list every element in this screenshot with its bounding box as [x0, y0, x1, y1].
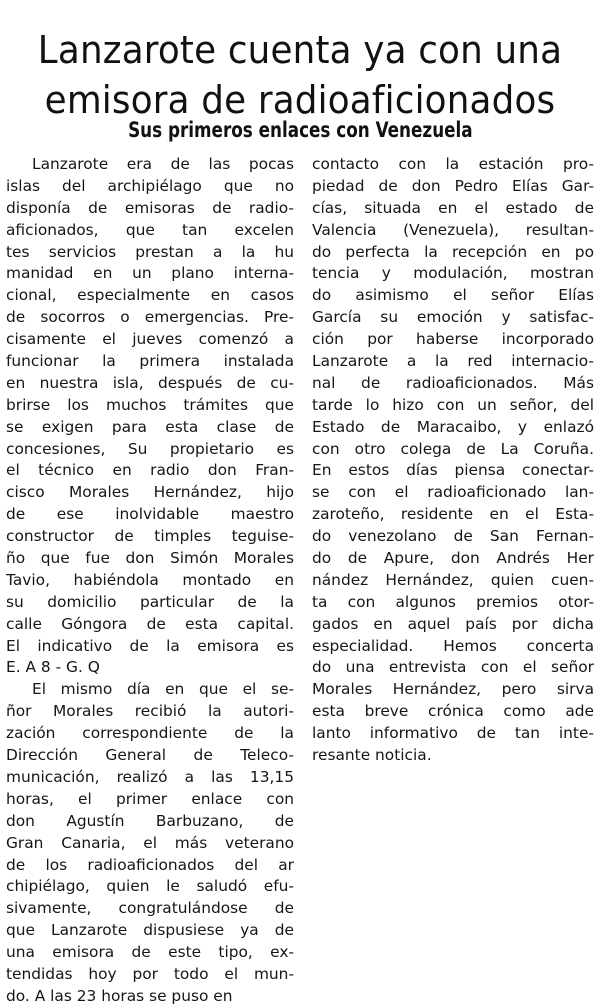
right-column-line: En estos días piensa conectar-	[312, 461, 594, 480]
left-column-line: de los radioaficionados del ar	[6, 855, 294, 874]
left-column-line: disponía de emisoras de radio-	[6, 198, 294, 217]
left-column-line: de socorros o emergencias. Pre-	[6, 308, 294, 327]
left-column-line: zación correspondiente de la	[6, 724, 294, 743]
left-column-line: cisamente el jueves comenzó a	[6, 330, 294, 349]
right-column-line: Lanzarote a la red internacio-	[312, 352, 594, 371]
right-column-line: do una entrevista con el señor	[312, 658, 594, 677]
right-column-line: gados en aquel país por dicha	[312, 614, 594, 633]
left-column-line: Lanzarote era de las pocas	[32, 155, 294, 173]
left-column-line: don Agustín Barbuzano, de	[6, 811, 294, 830]
right-column-line: esta breve crónica como ade	[312, 702, 594, 721]
left-column-line: horas, el primer enlace con	[6, 789, 294, 808]
left-column-line: El mismo día en que el se-	[32, 680, 294, 699]
right-column-line: Valencia (Venezuela), resultan-	[312, 220, 594, 239]
right-column-line: se con el radioaficionado lan-	[312, 483, 594, 502]
left-column-line: sivamente, congratulándose de	[6, 899, 294, 918]
right-column-line: lanto informativo de tan inte-	[312, 724, 594, 743]
right-column-line: nal de radioaficionados. Más	[312, 373, 594, 392]
subheadline-text: Sus primeros enlaces con Venezuela	[127, 118, 473, 142]
headline-line-1: Lanzarote cuenta ya con una	[37, 28, 563, 73]
left-column-line: brirse los muchos trámites que	[6, 395, 294, 414]
left-column-line: se exigen para esta clase de	[6, 417, 294, 436]
left-column-line: tendidas hoy por todo el mun-	[6, 964, 294, 983]
left-column-line: cisco Morales Hernández, hijo	[6, 483, 294, 502]
right-column-line: especialidad. Hemos concerta	[312, 636, 594, 655]
left-column-line: islas del archipiélago que no	[6, 176, 294, 195]
left-column-line: funcionar la primera instalada	[6, 352, 294, 371]
left-column-line: E. A 8 - G. Q	[6, 658, 100, 677]
right-column-line: do de Apure, don Andrés Her	[312, 549, 594, 568]
right-column-line: tarde lo hizo con un señor, del	[312, 395, 594, 414]
right-column-line: ta con algunos premios otor-	[312, 592, 594, 611]
headline-line-2: emisora de radioaficionados	[44, 78, 556, 123]
left-column-line: do. A las 23 horas se puso en	[6, 986, 233, 1005]
article-column-left	[6, 154, 294, 1008]
right-column-line: do asimismo el señor Elías	[312, 286, 594, 305]
left-column-line: ñor Morales recibió la autori-	[6, 702, 294, 721]
left-column-line: aficionados, que tan excelen	[6, 220, 294, 239]
left-column-line: que Lanzarote dispusiese ya de	[6, 921, 294, 940]
right-column-line: resante noticia.	[312, 746, 432, 765]
left-column-line: una emisora de este tipo, ex-	[6, 943, 294, 962]
left-column-line: tes servicios prestan a la hu	[6, 242, 294, 261]
headline	[0, 25, 600, 125]
right-column-line: ción por haberse incorporado	[312, 330, 594, 349]
right-column-line: nández Hernández, quien cuen-	[312, 570, 594, 589]
left-column-line: el técnico en radio don Fran-	[6, 461, 294, 480]
left-column-line: constructor de timples teguise-	[6, 527, 294, 546]
left-column-line: Dirección General de Teleco-	[6, 746, 294, 765]
left-column-line: Tavio, habiéndola montado en	[6, 570, 294, 589]
left-column-line: concesiones, Su propietario es	[6, 439, 294, 458]
left-column-line: Gran Canaria, el más veterano	[6, 833, 294, 852]
left-column-line: ño que fue don Simón Morales	[6, 549, 294, 568]
right-column-line: do venezolano de San Fernan-	[312, 527, 594, 546]
right-column-line: zaroteño, residente en el Esta-	[312, 505, 594, 524]
right-column-line: do perfecta la recepción en po	[312, 242, 594, 261]
left-column-line: cional, especialmente en casos	[6, 286, 294, 305]
subheadline	[0, 117, 600, 143]
left-column-line: su domicilio particular de la	[6, 592, 294, 611]
left-column-line: en nuestra isla, después de cu-	[6, 373, 294, 392]
left-column-line: calle Góngora de esta capital.	[6, 614, 294, 633]
right-column-line: Morales Hernández, pero sirva	[312, 680, 594, 699]
right-column-line: Estado de Maracaibo, y enlazó	[312, 417, 594, 436]
left-column-line: manidad en un plano interna-	[6, 264, 294, 283]
article-column-right	[312, 154, 594, 767]
left-column-line: chipiélago, quien le saludó efu-	[6, 877, 294, 896]
left-column-line: de ese inolvidable maestro	[6, 505, 294, 524]
right-column-line: contacto con la estación pro-	[312, 155, 594, 173]
right-column-line: con otro colega de La Coruña.	[312, 439, 594, 458]
left-column-line: El indicativo de la emisora es	[6, 636, 294, 655]
left-column-line: municación, realizó a las 13,15	[6, 767, 294, 786]
right-column-line: piedad de don Pedro Elías Gar-	[312, 176, 594, 195]
right-column-line: tencia y modulación, mostran	[312, 264, 594, 283]
right-column-line: García su emoción y satisfac-	[312, 308, 594, 327]
right-column-line: cías, situada en el estado de	[312, 198, 594, 217]
